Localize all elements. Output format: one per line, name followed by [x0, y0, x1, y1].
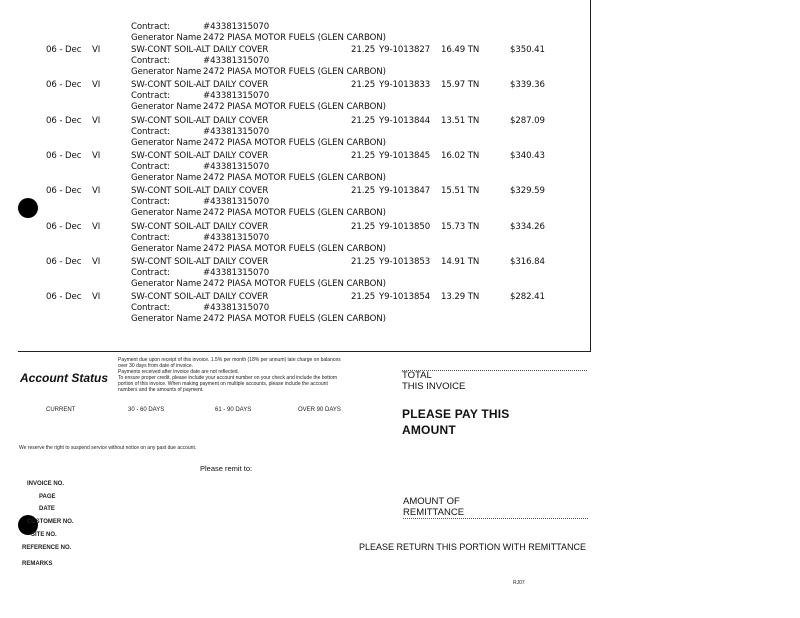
line-generator-label: Generator Name	[131, 137, 202, 148]
remit-field-customer-no: CUSTOMER NO.	[27, 519, 74, 525]
line-generator-name: 2472 PIASA MOTOR FUELS (GLEN CARBON)	[203, 67, 386, 77]
line-amount: $350.41	[510, 45, 545, 55]
line-contract-number: #43381315070	[203, 303, 270, 314]
line-description: SW-CONT SOIL-ALT DAILY COVER	[131, 256, 269, 267]
aging-30-60: 30 - 60 DAYS	[128, 407, 165, 413]
line-rate: 21.25	[351, 150, 376, 161]
line-description: SW-CONT SOIL-ALT DAILY COVER	[131, 150, 269, 161]
line-quantity: 13.51 TN	[441, 115, 480, 126]
remit-field-page: PAGE	[39, 494, 56, 500]
line-ticket: Y9-1013853	[379, 256, 431, 267]
line-code: VI	[92, 292, 101, 303]
line-contract-label: Contract:	[131, 56, 170, 66]
line-code: VI	[92, 221, 101, 232]
top-contract-label: Contract:	[131, 22, 170, 32]
corner-code: RJ07	[513, 580, 525, 586]
total-rule	[402, 370, 587, 371]
line-description: SW-CONT SOIL-ALT DAILY COVER	[131, 45, 269, 55]
remit-field-site-no: SITE NO.	[31, 532, 57, 538]
line-ticket: Y9-1013854	[379, 292, 431, 303]
account-status-heading: Account Status	[20, 371, 109, 385]
line-rate: 21.25	[351, 80, 376, 91]
remit-field-invoice-no: INVOICE NO.	[27, 481, 65, 487]
line-rate: 21.25	[351, 221, 376, 232]
top-generator-label: Generator Name	[131, 33, 202, 43]
line-generator-label: Generator Name	[131, 278, 202, 289]
line-ticket: Y9-1013845	[379, 150, 431, 161]
line-ticket: Y9-1013827	[379, 45, 431, 55]
line-generator-name: 2472 PIASA MOTOR FUELS (GLEN CARBON)	[203, 102, 386, 113]
line-contract-label: Contract:	[131, 267, 170, 278]
line-quantity: 14.91 TN	[441, 256, 480, 267]
terms-line: over 30 days from date of invoice.	[118, 363, 194, 369]
line-generator-label: Generator Name	[131, 172, 202, 183]
line-contract-number: #43381315070	[203, 91, 270, 102]
line-ticket: Y9-1013850	[379, 221, 431, 232]
total-this-invoice-label-2: THIS INVOICE	[402, 381, 466, 392]
line-contract-label: Contract:	[131, 197, 170, 208]
line-contract-number: #43381315070	[203, 161, 270, 172]
line-rate: 21.25	[351, 186, 376, 197]
line-contract-number: #43381315070	[203, 197, 270, 208]
line-amount: $287.09	[510, 115, 545, 126]
line-code: VI	[92, 115, 101, 126]
terms-line: portion of this invoice. When making payment on multiple accounts, please include the account	[118, 381, 328, 387]
line-amount: $339.36	[510, 80, 545, 91]
line-amount: $329.59	[510, 186, 545, 197]
line-contract-label: Contract:	[131, 91, 170, 102]
line-contract-label: Contract:	[131, 126, 170, 137]
line-quantity: 16.02 TN	[441, 150, 480, 161]
line-description: SW-CONT SOIL-ALT DAILY COVER	[131, 115, 269, 126]
return-portion-notice: PLEASE RETURN THIS PORTION WITH REMITTANCE	[359, 542, 587, 552]
line-description: SW-CONT SOIL-ALT DAILY COVER	[131, 80, 269, 91]
terms-line: To ensure proper credit, please include your account number on your check and include the bottom	[118, 375, 338, 381]
line-generator-name: 2472 PIASA MOTOR FUELS (GLEN CARBON)	[203, 314, 386, 325]
top-contract-number: #43381315070	[203, 22, 270, 32]
aging-61-90: 61 - 90 DAYS	[215, 407, 252, 413]
line-description: SW-CONT SOIL-ALT DAILY COVER	[131, 186, 269, 197]
line-code: VI	[92, 256, 101, 267]
line-generator-name: 2472 PIASA MOTOR FUELS (GLEN CARBON)	[203, 278, 386, 289]
remit-field-reference-no: REFERENCE NO.	[22, 545, 72, 551]
terms-line: Payments received after invoice date are not reflected.	[118, 369, 239, 375]
line-generator-name: 2472 PIASA MOTOR FUELS (GLEN CARBON)	[203, 137, 386, 148]
terms-line: Payment due upon receipt of this invoice. 1.5% per month (18% per annum) late charge on balances	[118, 357, 341, 363]
line-generator-label: Generator Name	[131, 67, 202, 77]
remittance-rule	[403, 518, 588, 519]
line-generator-label: Generator Name	[131, 314, 202, 325]
line-date: 06 - Dec	[46, 292, 82, 303]
line-amount: $282.41	[510, 292, 545, 303]
line-description: SW-CONT SOIL-ALT DAILY COVER	[131, 221, 269, 232]
line-code: VI	[92, 186, 101, 197]
line-generator-name: 2472 PIASA MOTOR FUELS (GLEN CARBON)	[203, 208, 386, 219]
suspend-service-notice: We reserve the right to suspend service without notice on any past due account.	[19, 445, 197, 451]
line-date: 06 - Dec	[46, 256, 82, 267]
line-date: 06 - Dec	[46, 221, 82, 232]
remit-field-date: DATE	[39, 506, 55, 512]
line-contract-number: #43381315070	[203, 267, 270, 278]
line-amount: $316.84	[510, 256, 545, 267]
line-quantity: 15.51 TN	[441, 186, 480, 197]
amount-of-remittance-label-2: REMITTANCE	[403, 507, 465, 518]
line-code: VI	[92, 150, 101, 161]
line-rate: 21.25	[351, 256, 376, 267]
terms-line: numbers and the amounts of payment.	[118, 387, 204, 393]
line-amount: $334.26	[510, 221, 545, 232]
line-ticket: Y9-1013833	[379, 80, 431, 91]
remit-to-label: Please remit to:	[200, 464, 253, 473]
line-rate: 21.25	[351, 292, 376, 303]
line-contract-number: #43381315070	[203, 232, 270, 243]
line-generator-name: 2472 PIASA MOTOR FUELS (GLEN CARBON)	[203, 172, 386, 183]
line-date: 06 - Dec	[46, 186, 82, 197]
line-contract-label: Contract:	[131, 161, 170, 172]
line-contract-label: Contract:	[131, 232, 170, 243]
line-generator-label: Generator Name	[131, 102, 202, 113]
binder-hole-top	[18, 198, 38, 218]
please-pay-label-1: PLEASE PAY THIS	[402, 407, 510, 421]
line-date: 06 - Dec	[46, 80, 82, 91]
line-date: 06 - Dec	[46, 45, 82, 55]
total-this-invoice-label-1: TOTAL	[402, 370, 432, 381]
line-generator-label: Generator Name	[131, 243, 202, 254]
line-rate: 21.25	[351, 45, 376, 55]
line-amount: $340.43	[510, 150, 545, 161]
amount-of-remittance-label-1: AMOUNT OF	[403, 496, 460, 507]
line-code: VI	[92, 80, 101, 91]
aging-current: CURRENT	[46, 407, 76, 413]
line-generator-label: Generator Name	[131, 208, 202, 219]
line-description: SW-CONT SOIL-ALT DAILY COVER	[131, 292, 269, 303]
line-rate: 21.25	[351, 115, 376, 126]
line-date: 06 - Dec	[46, 115, 82, 126]
top-generator-name: 2472 PIASA MOTOR FUELS (GLEN CARBON)	[203, 33, 386, 43]
line-ticket: Y9-1013847	[379, 186, 431, 197]
line-code: VI	[92, 45, 101, 55]
line-quantity: 13.29 TN	[441, 292, 480, 303]
line-quantity: 15.73 TN	[441, 221, 480, 232]
line-generator-name: 2472 PIASA MOTOR FUELS (GLEN CARBON)	[203, 243, 386, 254]
aging-over-90: OVER 90 DAYS	[298, 407, 341, 413]
line-date: 06 - Dec	[46, 150, 82, 161]
remit-field-remarks: REMARKS	[22, 561, 53, 567]
line-contract-number: #43381315070	[203, 126, 270, 137]
line-contract-label: Contract:	[131, 303, 170, 314]
line-ticket: Y9-1013844	[379, 115, 431, 126]
payment-terms	[118, 357, 341, 393]
please-pay-label-2: AMOUNT	[402, 423, 456, 437]
line-contract-number: #43381315070	[203, 56, 270, 66]
line-quantity: 15.97 TN	[441, 80, 480, 91]
line-quantity: 16.49 TN	[441, 45, 480, 55]
